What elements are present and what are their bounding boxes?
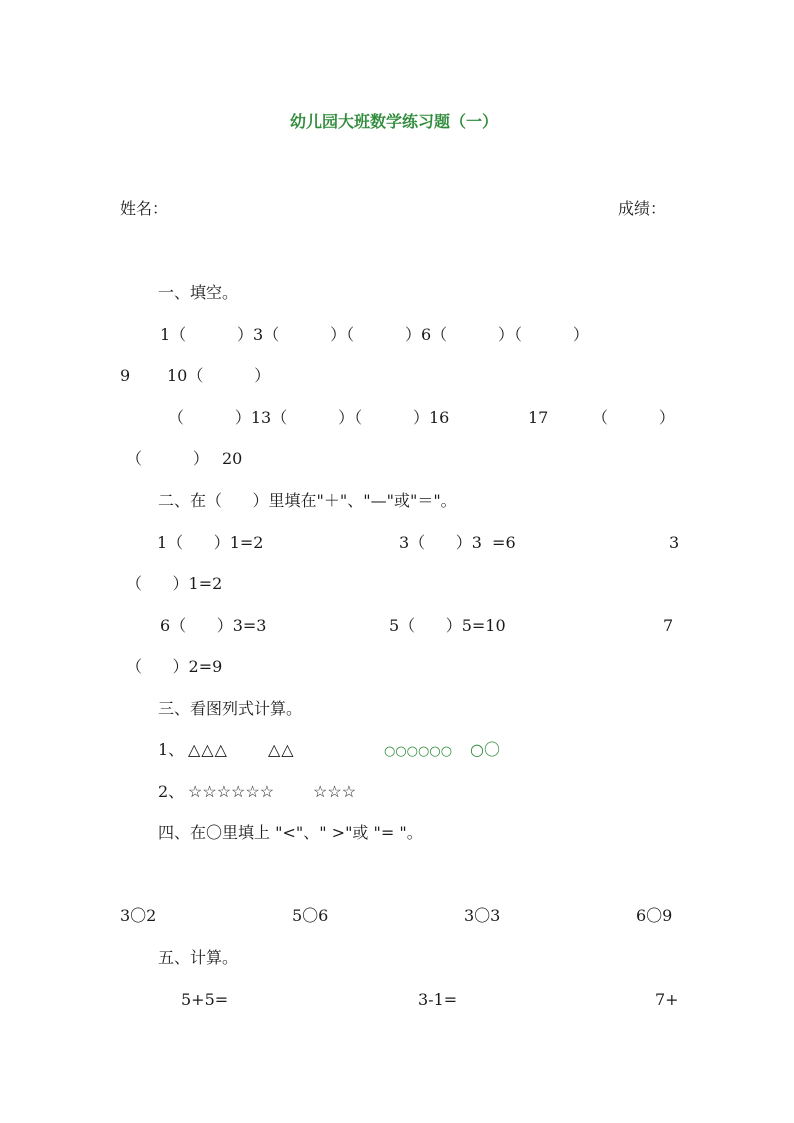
calc-item: 5+5= xyxy=(181,990,229,1009)
stars-group-b: ☆☆☆ xyxy=(313,782,357,801)
section-1-heading: 一、填空。 xyxy=(158,283,239,302)
fill-blank-line-4a: （ ） xyxy=(126,449,209,468)
operator-row-1c: 3 xyxy=(669,533,680,552)
section-2-heading: 二、在（ ）里填在"＋"、"—"或"＝"。 xyxy=(158,491,457,510)
score-label: 成绩： xyxy=(618,199,667,218)
calc-item: 7+ xyxy=(655,990,679,1009)
fill-blank-line-3c: （ ） xyxy=(592,408,675,427)
section-3-heading: 三、看图列式计算。 xyxy=(158,699,303,718)
operator-row-3b: 5（ ）5=10 xyxy=(389,616,506,635)
compare-item: 3〇3 xyxy=(464,906,501,925)
picture-q1-prefix: 1、 xyxy=(158,740,185,759)
fill-blank-line-3: （ ）13（ ）（ ）16 xyxy=(168,408,450,427)
stars-group-a: ☆☆☆☆☆☆ xyxy=(188,782,275,801)
compare-item: 5〇6 xyxy=(292,906,329,925)
picture-q2-prefix: 2、 xyxy=(158,782,185,801)
section-4-heading: 四、在〇里填上 "<"、" >"或 "= "。 xyxy=(158,823,423,842)
compare-item: 6〇9 xyxy=(636,906,673,925)
circles-group-b: ○〇 xyxy=(470,740,500,759)
fill-blank-line-2a: 9 xyxy=(120,366,131,385)
operator-row-3a: 6（ ）3=3 xyxy=(160,616,267,635)
calc-item: 3-1= xyxy=(418,990,458,1009)
operator-row-1a: 1（ ）1=2 xyxy=(157,533,264,552)
fill-blank-line-1: 1（ ）3（ ）（ ）6（ ）（ ） xyxy=(160,325,589,344)
operator-row-2: （ ）1=2 xyxy=(126,574,223,593)
operator-row-3c: 7 xyxy=(663,616,674,635)
fill-blank-line-4b: 20 xyxy=(222,449,243,468)
page-title: 幼儿园大班数学练习题（一） xyxy=(290,112,499,131)
triangles-group-a: △△△ xyxy=(188,740,228,759)
triangles-group-b: △△ xyxy=(268,740,295,759)
operator-row-4: （ ）2=9 xyxy=(126,657,223,676)
compare-item: 3〇2 xyxy=(120,906,157,925)
circles-group-a: ○○○○○○ xyxy=(384,744,453,759)
operator-row-1b: 3（ ）3 =6 xyxy=(399,533,516,552)
fill-blank-line-2b: 10（ ） xyxy=(167,366,271,385)
name-label: 姓名： xyxy=(120,199,169,218)
section-5-heading: 五、计算。 xyxy=(158,948,239,967)
fill-blank-line-3b: 17 xyxy=(528,408,549,427)
